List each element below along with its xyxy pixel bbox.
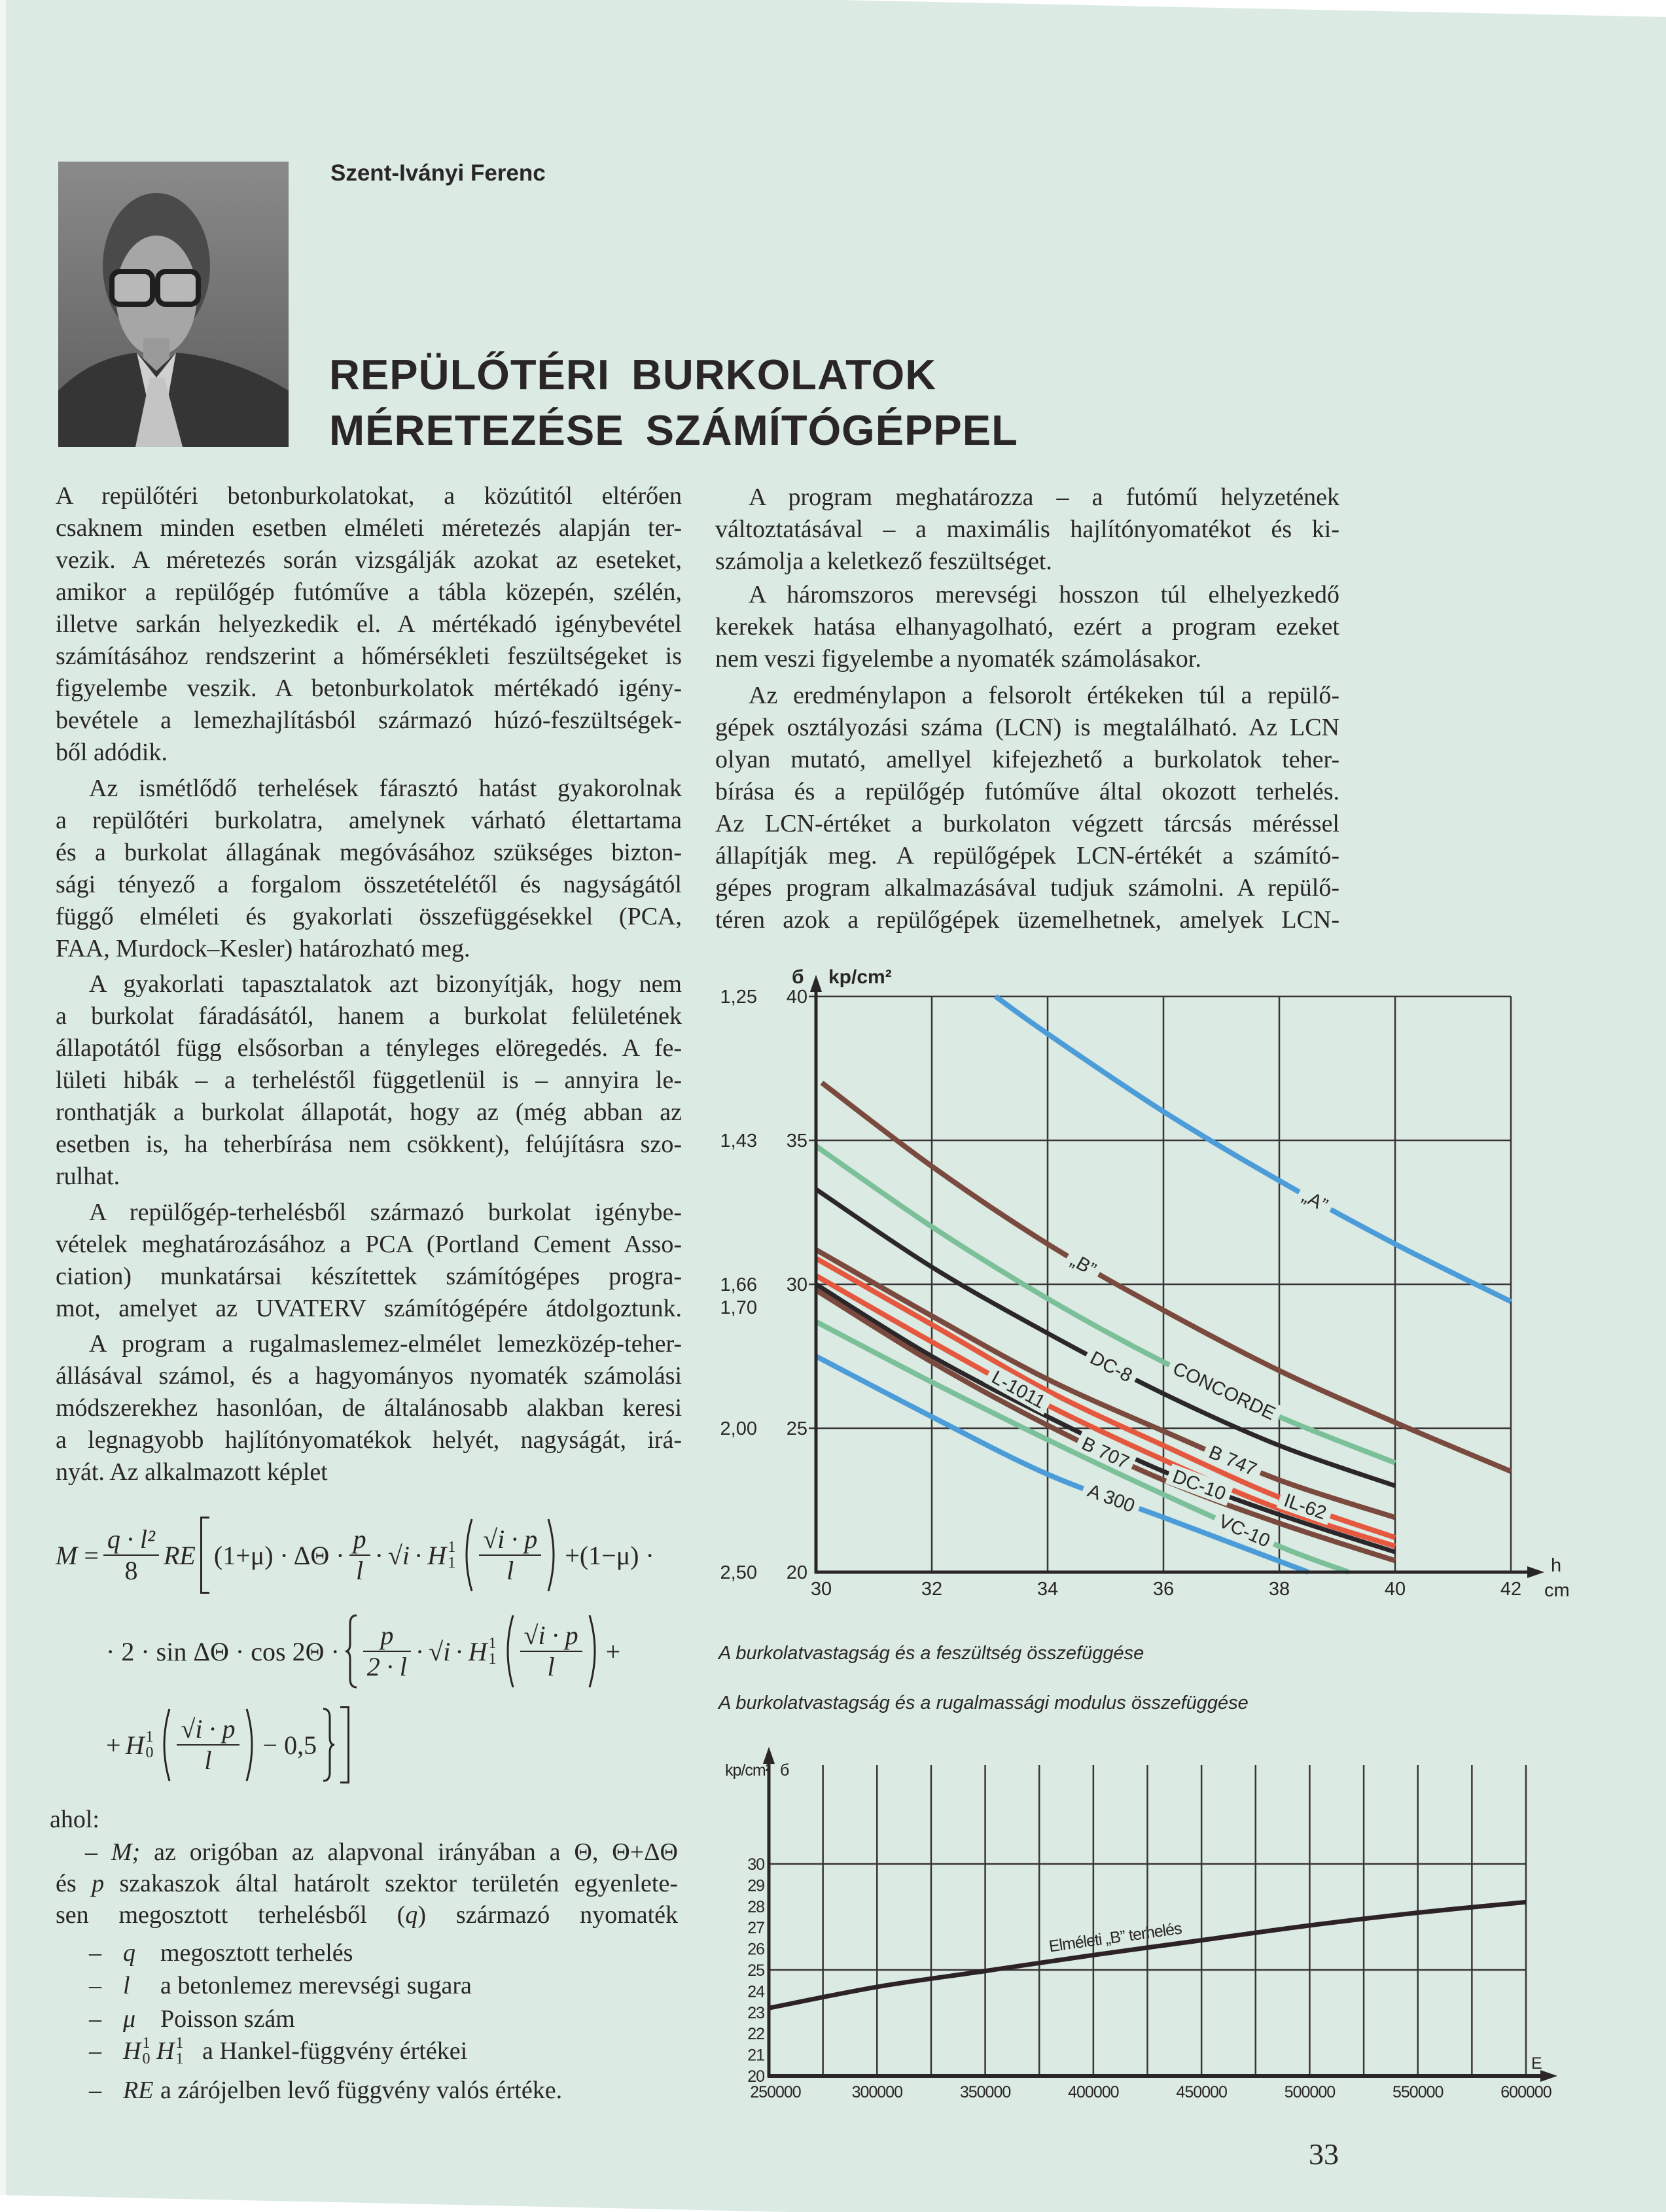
text-line: csaknem minden esetben elméleti méretezés alapján ter- bbox=[56, 514, 682, 542]
definition-text: a betonlemez merevségi sugara bbox=[160, 1972, 472, 1999]
text-line: A repülőtéri betonburkolatokat, a közútitól eltérően bbox=[56, 482, 682, 510]
hankel-sub: 0 bbox=[145, 1744, 154, 1761]
author-name: Szent-Iványi Ferenc bbox=[330, 160, 546, 186]
x-tick-label: 250000 bbox=[750, 2083, 801, 2101]
secondary-y-label: 1,43 bbox=[720, 1131, 757, 1151]
formula-plus: + bbox=[605, 1636, 621, 1666]
figure-caption-modulus: A burkolatvastagság és a rugalmassági modulus összefüggése bbox=[718, 1693, 1249, 1713]
text-line: figyelembe veszik. A betonburkolatok mértékadó igény- bbox=[56, 675, 682, 702]
curve-label-group bbox=[1082, 1344, 1140, 1389]
text-line: változtatásával – a maximális hajlítónyomatékot és ki- bbox=[715, 516, 1339, 543]
hankel-base: H bbox=[427, 1540, 447, 1570]
text-line: gépek osztályozási száma (LCN) is megtalálható. Az LCN bbox=[715, 714, 1339, 741]
y-axis-unit: kp/cm² bbox=[828, 966, 892, 988]
dash: – bbox=[89, 1972, 101, 1999]
text-line: esetben is, ha teherbírása nem csökkent), felújításra szo- bbox=[56, 1131, 682, 1158]
text-line: olyan mutató, amellyel kifejezhető a burkolatok teher- bbox=[715, 746, 1339, 773]
fraction-denominator: l bbox=[520, 1651, 582, 1682]
y-tick-label: 21 bbox=[747, 2046, 764, 2065]
text-line: nem veszi figyelembe a nyomaték számolásakor. bbox=[715, 645, 1201, 673]
formula-sqrt-i: √i bbox=[429, 1636, 451, 1666]
fraction-numerator: √i · p bbox=[181, 1714, 236, 1744]
text-line: téren azok a repülőgépek üzemelhetnek, amelyek LCN- bbox=[715, 906, 1339, 934]
fraction-numerator: q · l² bbox=[107, 1524, 155, 1554]
text-line: A program meghatározza – a futómű helyzetének bbox=[749, 483, 1339, 511]
fraction-numerator: p bbox=[380, 1621, 394, 1650]
formula-moment-symbol: M bbox=[56, 1540, 78, 1570]
y-tick-label: 23 bbox=[747, 2003, 764, 2022]
text-line: bevétele a lemezhajlításból származó húzó-feszültségek- bbox=[56, 707, 682, 734]
definition-text: a zárójelben levő függvény valós értéke. bbox=[160, 2077, 563, 2104]
curve-label: A 300 bbox=[1084, 1480, 1138, 1517]
figure-caption-stress: A burkolatvastagság és a feszültség összefüggése bbox=[718, 1643, 1144, 1664]
curve-label: DC-8 bbox=[1086, 1347, 1136, 1387]
y-tick-label: 29 bbox=[747, 1876, 764, 1895]
y-tick-label: 30 bbox=[786, 1274, 807, 1295]
fraction-numerator: p bbox=[353, 1524, 366, 1554]
y-tick-label: 28 bbox=[747, 1897, 764, 1916]
fraction-denominator: 8 bbox=[103, 1554, 159, 1586]
formula-equals: = bbox=[84, 1540, 99, 1570]
curve-label: Elméleti „B” terhelés bbox=[1048, 1919, 1183, 1956]
stress-chart bbox=[720, 966, 1570, 1601]
formula-dot: · bbox=[455, 1636, 464, 1666]
x-tick-label: 550000 bbox=[1392, 2083, 1444, 2101]
y-axis-symbol: б bbox=[792, 966, 804, 988]
x-tick-label: 450000 bbox=[1176, 2083, 1227, 2101]
secondary-y-label: 2,00 bbox=[720, 1418, 757, 1439]
dash: – bbox=[89, 2037, 101, 2065]
text-line: módszerekhez hasonlóan, de általánosabb alakban keresi bbox=[56, 1394, 682, 1422]
x-tick-label: 32 bbox=[921, 1579, 943, 1600]
text-line: rulhat. bbox=[56, 1163, 120, 1190]
formula-dot: · bbox=[414, 1540, 423, 1570]
article-title-line-2: MÉRETEZÉSE SZÁMÍTÓGÉPPEL bbox=[329, 406, 1018, 454]
text-line: lületi hibák – a terheléstől függetlenül is – annyira le- bbox=[56, 1066, 682, 1094]
fraction-denominator: l bbox=[479, 1554, 541, 1586]
secondary-y-label: 1,70 bbox=[720, 1297, 757, 1319]
y-tick-label: 20 bbox=[786, 1562, 807, 1583]
x-tick-label: 34 bbox=[1037, 1579, 1059, 1600]
x-axis-arrow-icon bbox=[1540, 2070, 1557, 2082]
x-tick-label: 40 bbox=[1384, 1579, 1406, 1600]
y-tick-label: 40 bbox=[786, 987, 807, 1008]
x-tick-label: 42 bbox=[1500, 1579, 1522, 1600]
definition-text: szakaszok által határolt szektor területén egyenlete- bbox=[104, 1870, 678, 1897]
formula-term: · 2 · sin ΔΘ · cos 2Θ · bbox=[106, 1636, 340, 1666]
fraction-denominator: l bbox=[177, 1744, 239, 1776]
y-tick-label: 35 bbox=[786, 1131, 807, 1151]
x-tick-label: 350000 bbox=[959, 2083, 1011, 2101]
text-line: sági tényező a forgalom összetételétől és nagyságától bbox=[56, 871, 682, 898]
curve-label-group bbox=[1080, 1478, 1143, 1519]
text-line: számításához rendszerint a hőmérsékleti feszültségeket is bbox=[56, 642, 682, 670]
text-line: és a burkolat állagának megóvásához szükséges bizton- bbox=[56, 839, 682, 866]
formula-term: (1+μ) · ΔΘ · bbox=[213, 1540, 345, 1570]
hankel-base: H bbox=[123, 2037, 141, 2065]
curve-label: CONCORDE bbox=[1169, 1358, 1279, 1425]
text-line: illetve sarkán helyezkedik el. A mértékadó igénybevétel bbox=[56, 610, 682, 638]
definition-symbol: μ bbox=[123, 2005, 136, 2033]
definition-text: megosztott terhelés bbox=[160, 1939, 353, 1967]
curve-label: B 707 bbox=[1078, 1433, 1133, 1473]
definition-symbol: l bbox=[123, 1972, 130, 1999]
definition-symbol: M; bbox=[111, 1838, 141, 1866]
y-axis-symbol: б bbox=[780, 1761, 789, 1780]
page-number: 33 bbox=[1309, 2137, 1339, 2171]
text-line: vezik. A méretezés során vizsgálják azokat az eseteket, bbox=[56, 546, 682, 574]
y-tick-label: 26 bbox=[747, 1940, 764, 1959]
curve-label: „A” bbox=[1298, 1185, 1332, 1216]
definition-text: és bbox=[56, 1870, 92, 1897]
curve-label-group bbox=[1063, 1246, 1105, 1283]
article-title-line-1: REPÜLŐTÉRI BURKOLATOK bbox=[329, 351, 937, 398]
text-line: A háromszoros merevségi hosszon túl elhelyezkedő bbox=[749, 581, 1339, 608]
fraction-denominator: 2 · l bbox=[363, 1651, 411, 1682]
curve-label-group bbox=[1294, 1182, 1336, 1218]
text-line: amikor a repülőgép futóműve a tábla közepén, szélén, bbox=[56, 578, 682, 606]
x-axis-symbol: h bbox=[1551, 1555, 1562, 1576]
y-axis-unit: kp/cm² bbox=[725, 1761, 770, 1780]
text-line: ből adódik. bbox=[56, 739, 168, 766]
curve-label: IL-62 bbox=[1281, 1490, 1329, 1524]
text-line: számolja a keletkező feszültséget. bbox=[715, 548, 1052, 575]
hankel-base: H bbox=[125, 1730, 145, 1760]
x-axis-arrow-icon bbox=[1527, 1566, 1544, 1578]
definition-text: a Hankel-függvény értékei bbox=[202, 2037, 468, 2065]
definition-symbol: q bbox=[405, 1901, 418, 1929]
text-line: FAA, Murdock–Kesler) határozható meg. bbox=[56, 935, 470, 962]
x-tick-label: 500000 bbox=[1284, 2083, 1336, 2101]
x-tick-label: 36 bbox=[1152, 1579, 1175, 1600]
fraction-numerator: √i · p bbox=[483, 1524, 538, 1554]
formula-dot: · bbox=[374, 1540, 383, 1570]
hankel-sub: 1 bbox=[175, 2050, 184, 2067]
text-line: nyát. Az alkalmazott képlet bbox=[56, 1458, 328, 1486]
x-tick-label: 300000 bbox=[851, 2083, 903, 2101]
y-axis-arrow-icon bbox=[810, 975, 822, 992]
x-axis-unit: cm bbox=[1544, 1580, 1570, 1601]
formula-sqrt-i: √i bbox=[387, 1540, 410, 1570]
curve-label: VC-10 bbox=[1215, 1511, 1273, 1552]
hankel-base: H bbox=[156, 2037, 175, 2065]
y-tick-label: 25 bbox=[786, 1418, 807, 1439]
definition-text: ) származó nyomaték bbox=[417, 1901, 678, 1929]
y-tick-label: 20 bbox=[747, 2067, 764, 2086]
hankel-sup: 1 bbox=[488, 1635, 497, 1652]
definition-symbol: RE bbox=[123, 2077, 154, 2104]
hankel-sub: 0 bbox=[142, 2050, 151, 2067]
x-tick-label: 600000 bbox=[1500, 2083, 1551, 2101]
hankel-sub: 1 bbox=[448, 1554, 456, 1571]
text-line: a burkolat fáradásától, hanem a burkolat felületének bbox=[56, 1002, 682, 1030]
fraction-numerator: √i · p bbox=[523, 1621, 578, 1650]
text-line: Az eredménylapon a felsorolt értékeken túl a repülő- bbox=[749, 682, 1339, 709]
text-line: A program a rugalmaslemez-elmélet lemezközép-teher- bbox=[89, 1330, 682, 1358]
x-tick-label: 30 bbox=[810, 1579, 832, 1600]
formula-dot: · bbox=[415, 1636, 425, 1666]
secondary-y-label: 1,25 bbox=[720, 987, 757, 1008]
definition-symbol: q bbox=[123, 1939, 135, 1967]
x-axis-symbol: E bbox=[1531, 2054, 1542, 2073]
text-line: Az ismétlődő terhelések fárasztó hatást gyakorolnak bbox=[89, 775, 682, 802]
hankel-sup: 1 bbox=[175, 2035, 184, 2052]
definition-text: sen megosztott terhelésből ( bbox=[56, 1901, 406, 1929]
hankel-sup: 1 bbox=[145, 1729, 154, 1746]
text-line: állásával számol, és a hagyományos nyomaték számolási bbox=[56, 1362, 682, 1390]
hankel-base: H bbox=[468, 1636, 487, 1666]
y-tick-label: 22 bbox=[747, 2025, 764, 2044]
text-line: bírása és a repülőgép futóműve által okozott terhelés. bbox=[715, 778, 1339, 805]
definition-text: Poisson szám bbox=[160, 2005, 295, 2033]
text-line: állapotától függ elsősorban a tényleges elöregedés. A fe- bbox=[56, 1034, 682, 1062]
dash: – bbox=[85, 1838, 97, 1866]
modulus-chart bbox=[725, 1747, 1557, 2101]
fraction-denominator: l bbox=[349, 1554, 370, 1586]
text-line: a repülőtéri burkolatra, amelynek várható élettartama bbox=[56, 807, 682, 834]
curve-label: B 747 bbox=[1205, 1441, 1260, 1481]
text-line: ronthatják a burkolat állapotát, hogy az (még abban az bbox=[56, 1098, 682, 1126]
x-tick-label: 400000 bbox=[1068, 2083, 1119, 2101]
hankel-sub: 1 bbox=[488, 1651, 497, 1668]
dash: – bbox=[89, 2077, 101, 2104]
text-line: függő elméleti és gyakorlati összefüggésekkel (PCA, bbox=[56, 903, 682, 930]
formula-plus: + bbox=[106, 1730, 121, 1760]
text-line: állapítják meg. A repülőgépek LCN-értékét a számító- bbox=[715, 842, 1339, 869]
x-tick-label: 38 bbox=[1268, 1579, 1290, 1600]
secondary-y-label: 1,66 bbox=[720, 1274, 757, 1295]
dash: – bbox=[89, 1939, 101, 1967]
formula-term: +(1−μ) · bbox=[565, 1540, 654, 1570]
hankel-sup: 1 bbox=[142, 2035, 151, 2052]
dash: – bbox=[89, 2005, 101, 2033]
y-tick-label: 25 bbox=[747, 1961, 764, 1980]
curve-label: L-1011 bbox=[987, 1367, 1049, 1413]
definition-symbol: p bbox=[92, 1870, 105, 1897]
curve-label: „B” bbox=[1067, 1250, 1100, 1281]
text-line: Az LCN-értéket a burkolaton végzett tárcsás méréssel bbox=[715, 810, 1339, 837]
text-line: vételek meghatározásához a PCA (Portland Cement Asso- bbox=[56, 1231, 682, 1258]
text-line: kerekek hatása elhanyagolható, ezért a program ezeket bbox=[715, 613, 1339, 641]
y-tick-label: 27 bbox=[747, 1919, 764, 1938]
text-line: A repülőgép-terhelésből származó burkolat igénybe- bbox=[89, 1199, 682, 1226]
text-line: a legnagyobb hajlítónyomatékok helyét, nagyságát, irá- bbox=[56, 1426, 682, 1454]
text-line: A gyakorlati tapasztalatok azt bizonyítják, hogy nem bbox=[89, 970, 682, 998]
definition-text: az origóban az alapvonal irányában a Θ, Θ+ΔΘ bbox=[140, 1838, 678, 1866]
hankel-sup: 1 bbox=[448, 1539, 456, 1556]
text-line: ciation) munkatársai készítettek számítógépes progra- bbox=[56, 1263, 682, 1290]
formula-term: − 0,5 bbox=[262, 1730, 317, 1760]
y-tick-label: 24 bbox=[747, 1982, 764, 2001]
text-line: gépes program alkalmazásával tudjuk számolni. A repülő- bbox=[715, 874, 1339, 902]
text-line: mot, amelyet az UVATERV számítógépére átdolgoztunk. bbox=[56, 1295, 682, 1322]
formula-real-part: RE bbox=[164, 1540, 196, 1570]
secondary-y-label: 2,50 bbox=[720, 1562, 757, 1583]
definitions-intro: ahol: bbox=[50, 1806, 99, 1833]
y-tick-label: 30 bbox=[747, 1855, 764, 1874]
curve-label: DC-10 bbox=[1169, 1466, 1229, 1505]
